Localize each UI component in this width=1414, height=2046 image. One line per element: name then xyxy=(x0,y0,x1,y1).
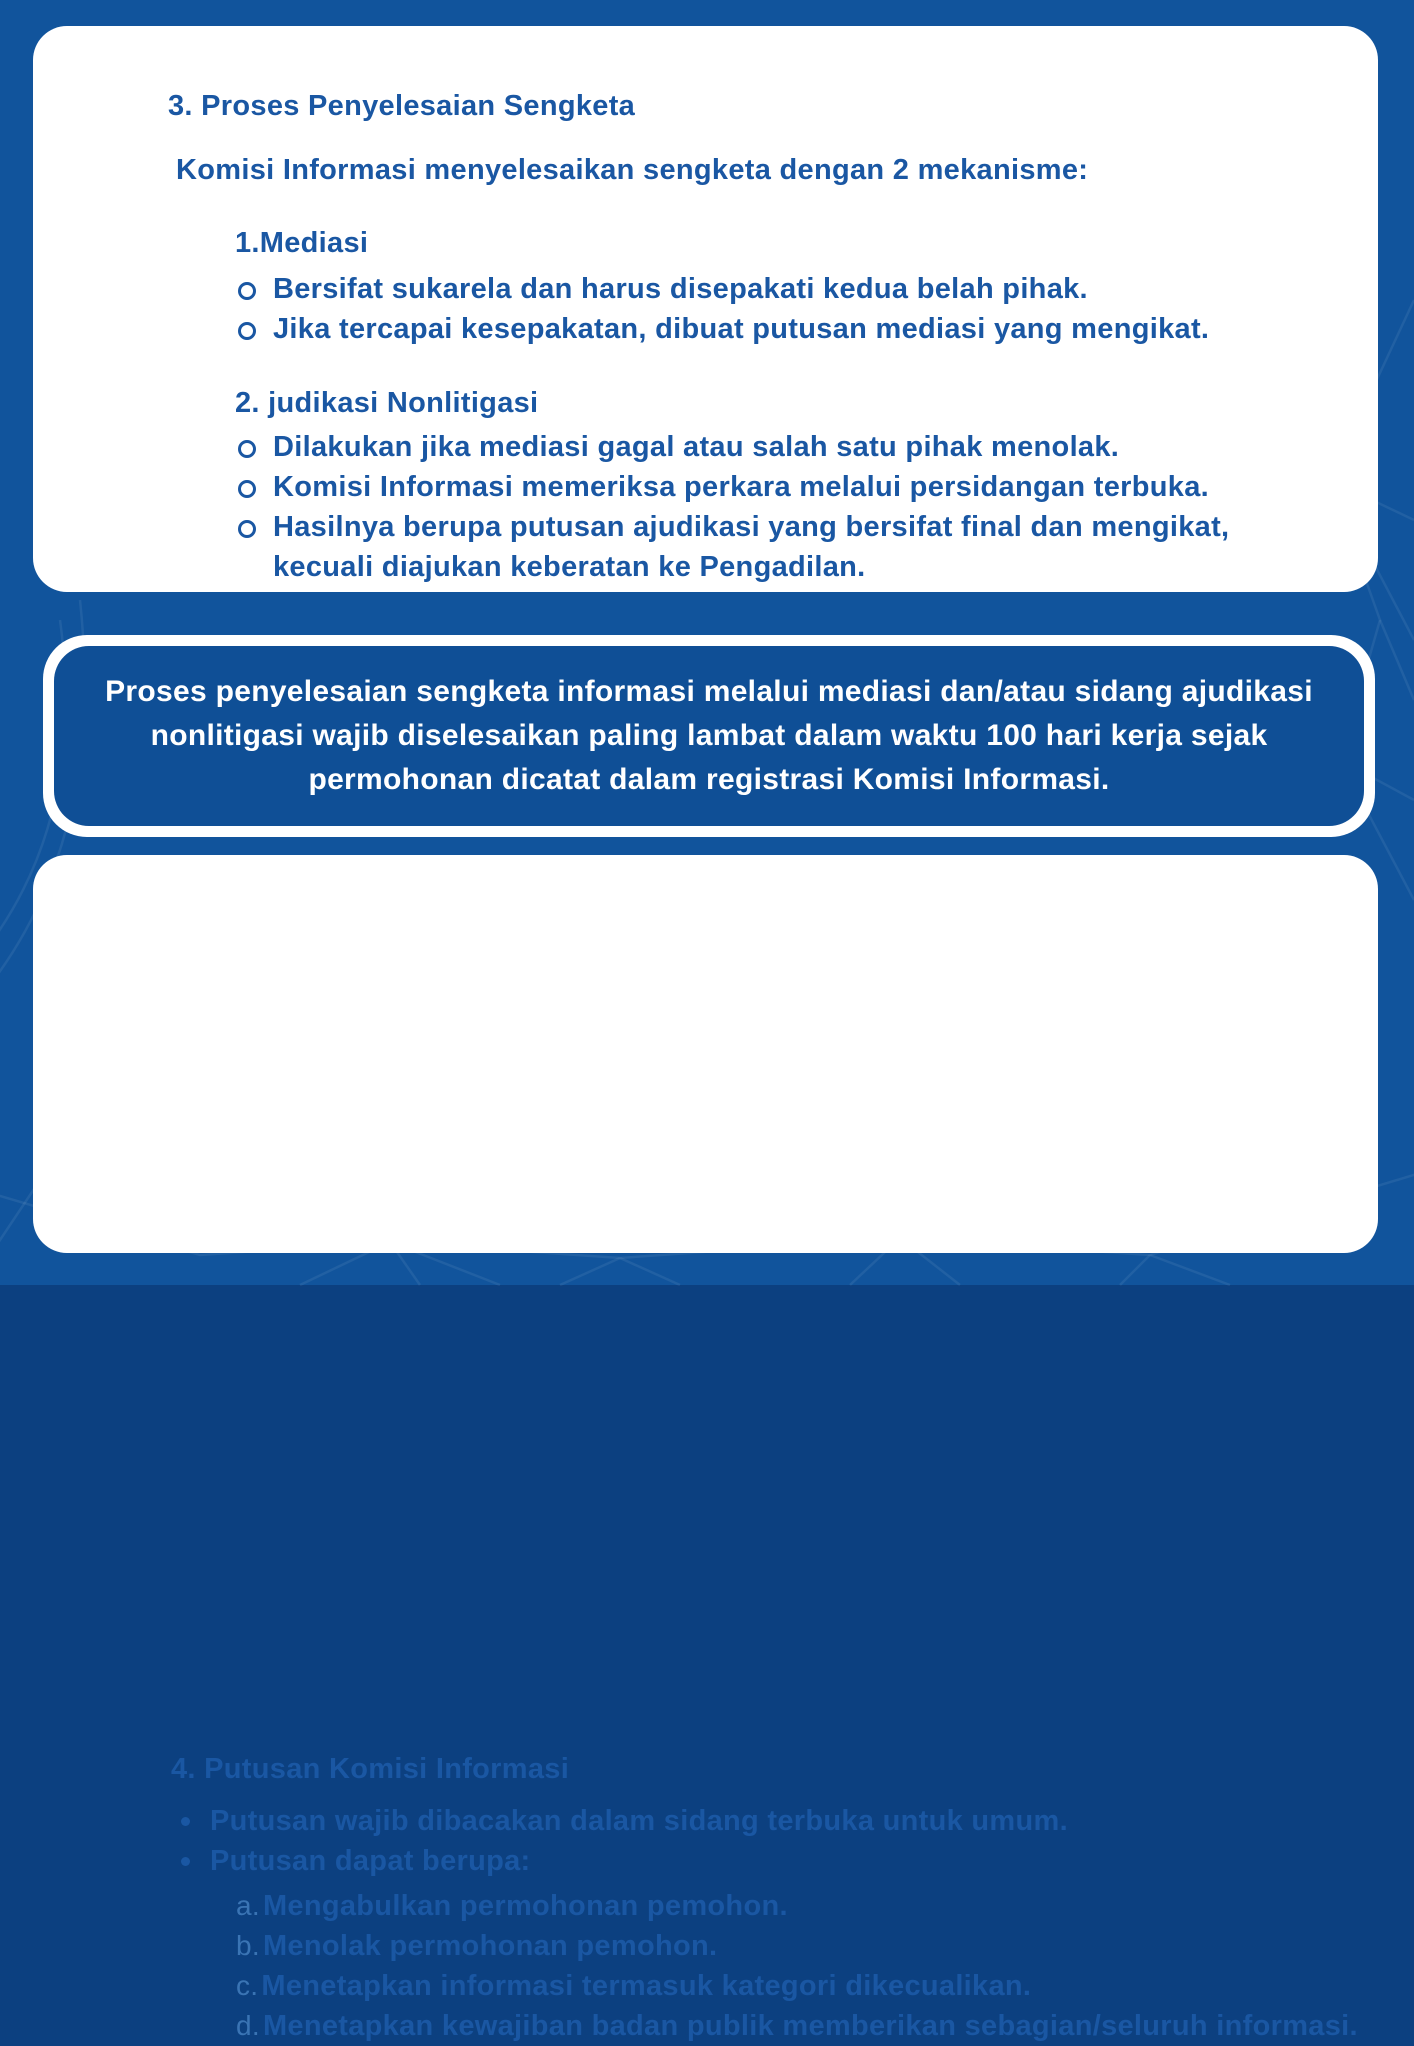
list-item xyxy=(181,1841,1068,1881)
outcome-text: Menetapkan informasi termasuk kategori dikecualikan. xyxy=(261,1970,1032,2002)
outcome-item xyxy=(236,1886,1358,1926)
outcome-item xyxy=(236,2006,1358,2046)
outcome-marker: c. xyxy=(236,1970,259,2001)
list-item-text: Hasilnya berupa putusan ajudikasi yang bersifat final dan mengikat, kecuali diajukan keberatan ke Pengadilan. xyxy=(273,511,1230,583)
circle-bullet-icon xyxy=(238,480,256,498)
outcome-item xyxy=(236,1966,1358,2006)
list-item-text: Putusan dapat berupa: xyxy=(210,1845,531,1877)
highlight-inner-panel xyxy=(54,646,1364,826)
mechanism-1-list xyxy=(238,269,1209,349)
highlight-text: Proses penyelesaian sengketa informasi melalui mediasi dan/atau sidang ajudikasi nonlitigasi wajib diselesaikan paling lambat dalam waktu 100 hari kerja sejak permohonan dicatat dalam registrasi Komisi Informasi. xyxy=(105,675,1313,796)
mechanism-1-title: 1.Mediasi xyxy=(235,227,369,259)
section-3-heading: 3. Proses Penyelesaian Sengketa xyxy=(168,90,636,122)
dot-bullet-icon xyxy=(181,1857,190,1866)
list-item-text: Dilakukan jika mediasi gagal atau salah satu pihak menolak. xyxy=(273,431,1120,463)
outcome-text: Menolak permohonan pemohon. xyxy=(262,1930,718,1962)
outcome-marker: b. xyxy=(236,1930,260,1961)
section-3-card xyxy=(33,26,1378,592)
section-4-bullet-list xyxy=(181,1801,1068,1881)
outcome-item xyxy=(236,1926,1358,1966)
outcome-marker: a. xyxy=(236,1890,260,1921)
circle-bullet-icon xyxy=(238,520,256,538)
mechanism-2-title: 2. judikasi Nonlitigasi xyxy=(235,387,539,419)
list-item xyxy=(238,467,1288,507)
list-item-text: Bersifat sukarela dan harus disepakati kedua belah pihak. xyxy=(273,273,1088,305)
circle-bullet-icon xyxy=(238,440,256,458)
outcome-text: Mengabulkan permohonan pemohon. xyxy=(262,1890,788,1922)
dot-bullet-icon xyxy=(181,1817,190,1826)
list-item xyxy=(181,1801,1068,1841)
putusan-outcome-list xyxy=(236,1886,1358,2046)
circle-bullet-icon xyxy=(238,282,256,300)
list-item xyxy=(238,309,1209,349)
section-3-intro: Komisi Informasi menyelesaikan sengketa dengan 2 mekanisme: xyxy=(176,154,1089,186)
section-4-heading: 4. Putusan Komisi Informasi xyxy=(171,1753,570,1785)
list-item-text: Putusan wajib dibacakan dalam sidang terbuka untuk umum. xyxy=(210,1805,1068,1837)
deadline-highlight-banner xyxy=(43,635,1375,837)
section-4-card xyxy=(33,855,1378,2042)
list-item-text: Komisi Informasi memeriksa perkara melalui persidangan terbuka. xyxy=(273,471,1209,503)
list-item-text: Jika tercapai kesepakatan, dibuat putusan mediasi yang mengikat. xyxy=(273,313,1210,345)
list-item xyxy=(238,269,1209,309)
list-item xyxy=(238,507,1288,587)
outcome-text: Menetapkan kewajiban badan publik memberikan sebagian/seluruh informasi. xyxy=(262,2010,1358,2042)
outcome-marker: d. xyxy=(236,2010,260,2041)
mechanism-2-list xyxy=(238,427,1288,587)
circle-bullet-icon xyxy=(238,322,256,340)
list-item xyxy=(238,427,1288,467)
